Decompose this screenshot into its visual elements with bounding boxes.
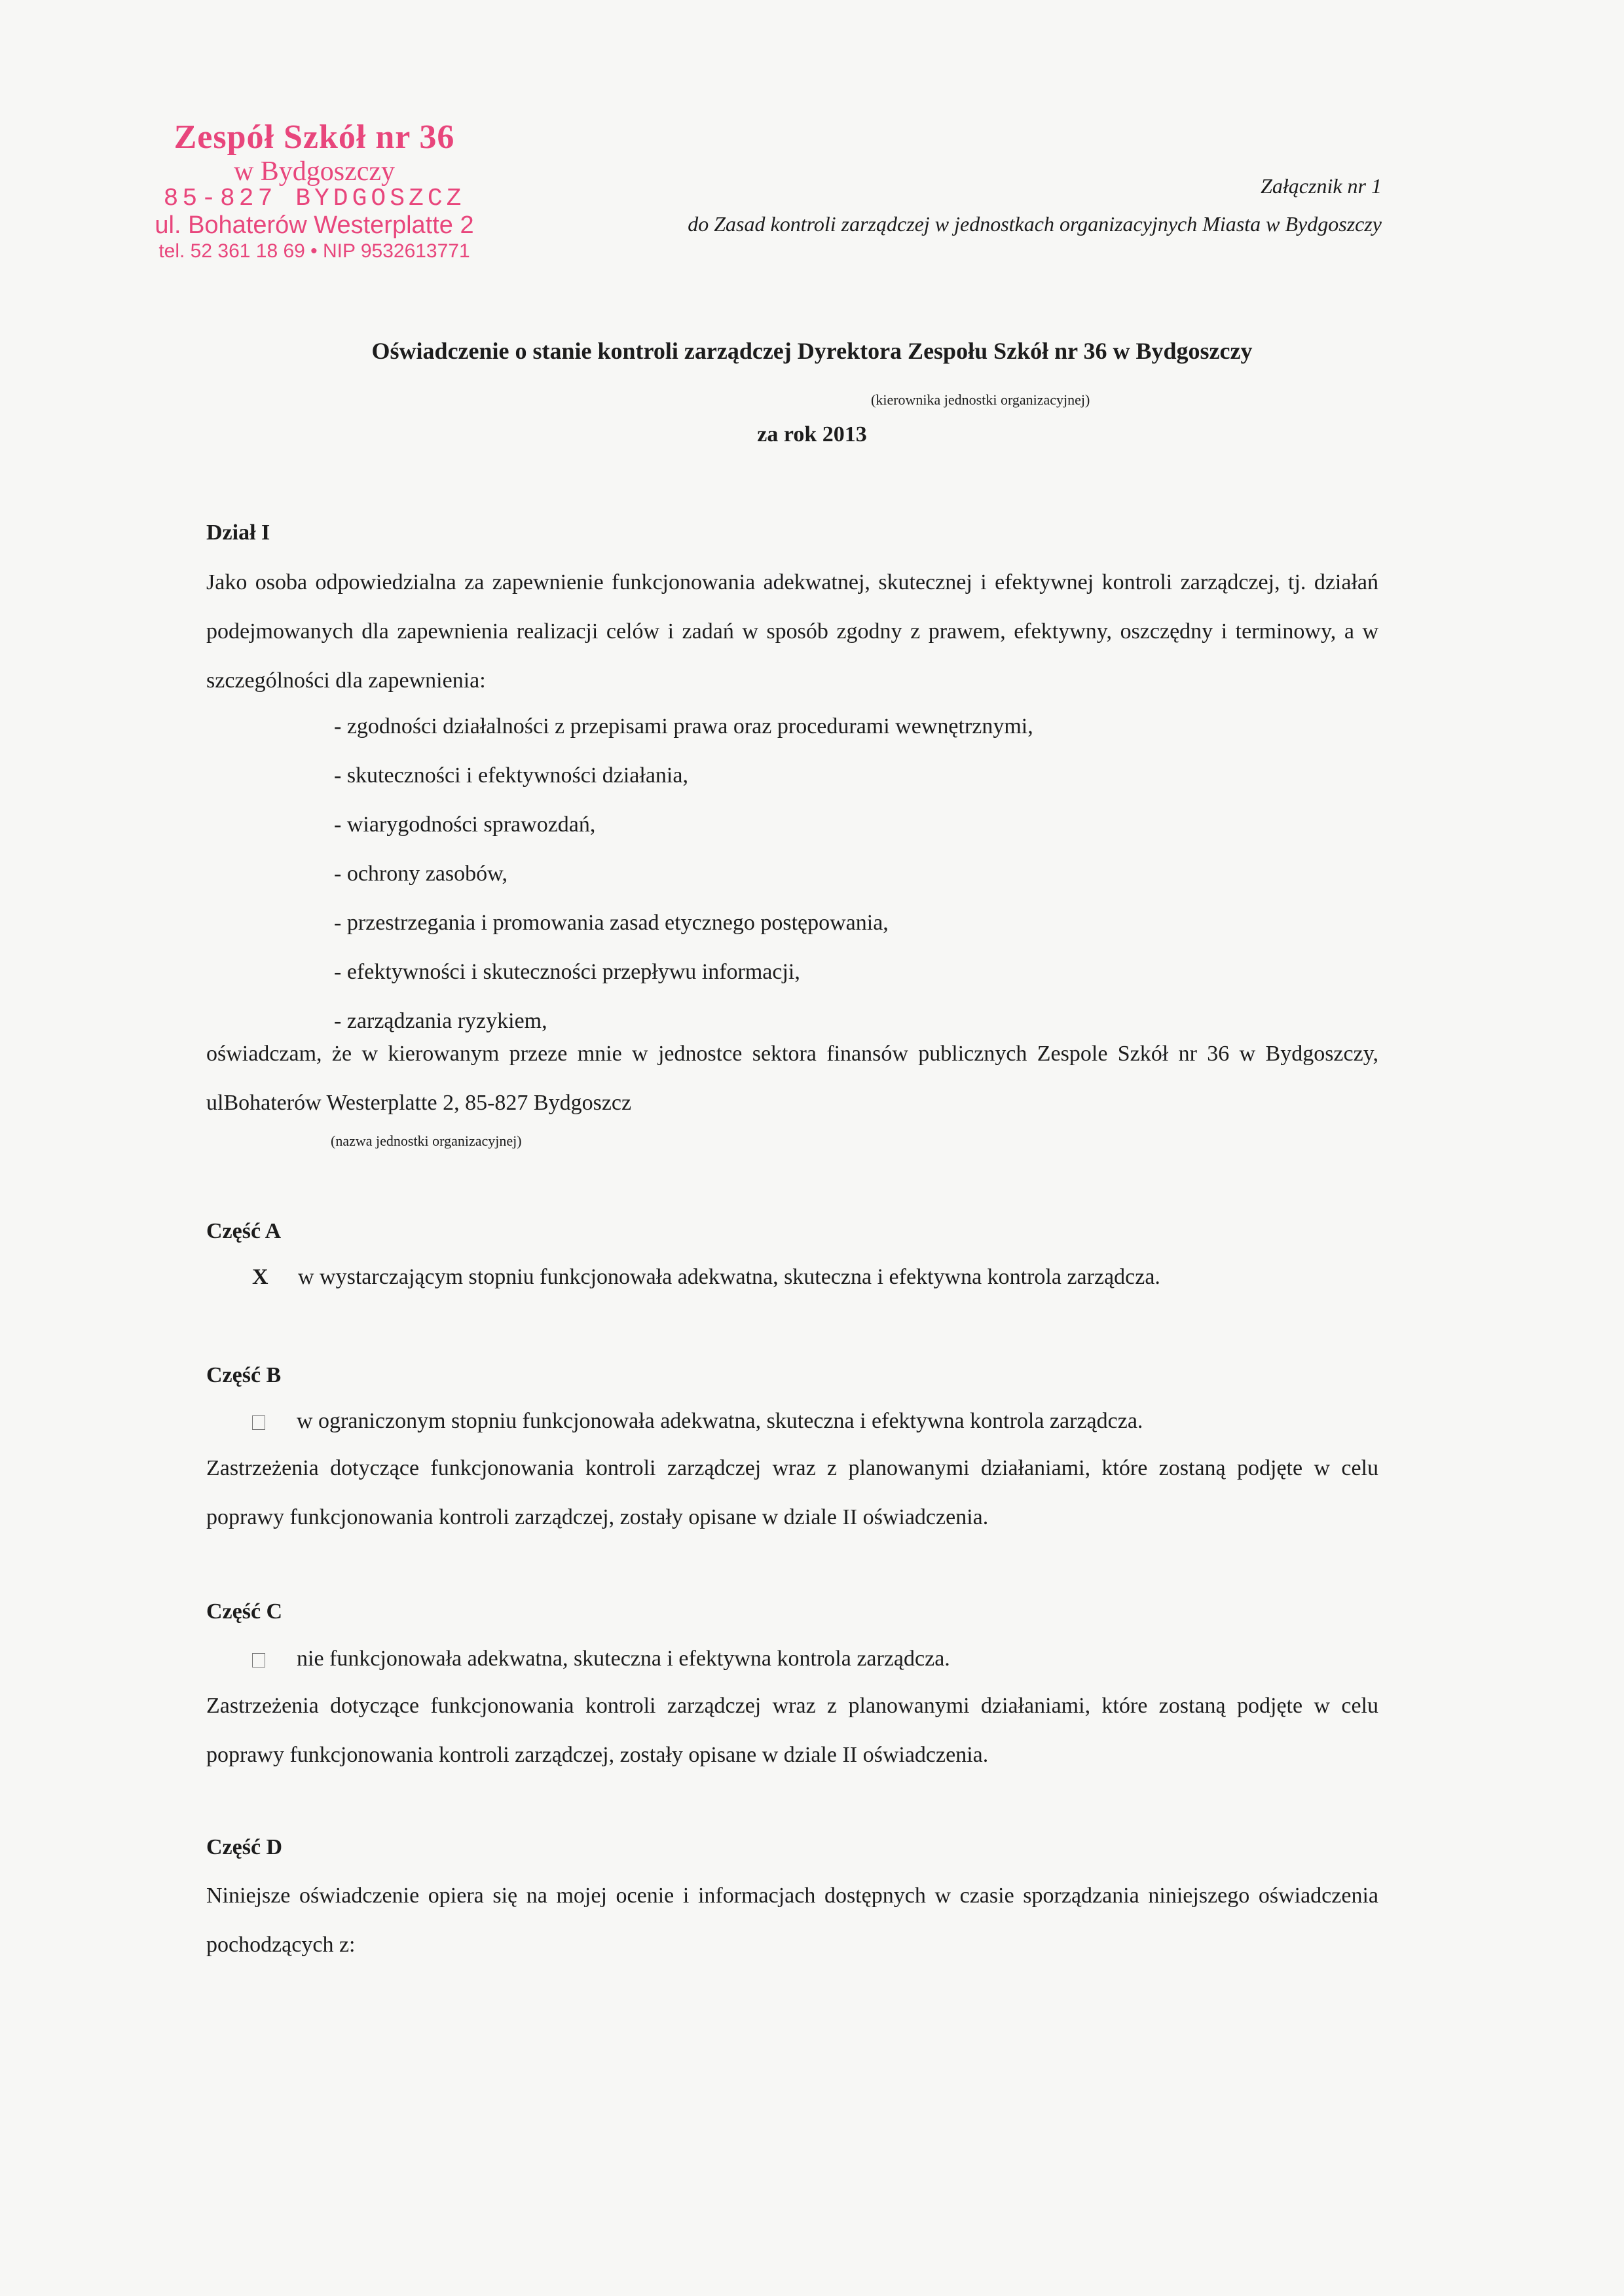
list-item: - przestrzegania i promowania zasad etycznego postępowania, bbox=[334, 911, 889, 935]
part-b-heading: Część B bbox=[206, 1363, 282, 1387]
stamp-street: ul. Bohaterów Westerplatte 2 bbox=[155, 211, 474, 239]
part-c-option bbox=[252, 1647, 950, 1671]
stamp-school-name: Zespół Szkół nr 36 bbox=[174, 118, 455, 156]
school-stamp bbox=[118, 118, 511, 264]
document-title: Oświadczenie o stanie kontroli zarządczej Dyrektora Zespołu Szkół nr 36 w Bydgoszczy bbox=[371, 338, 1253, 364]
part-a-heading: Część A bbox=[206, 1219, 282, 1243]
part-b-checkbox bbox=[252, 1415, 265, 1430]
title-note: (kierownika jednostki organizacyjnej) bbox=[871, 392, 1090, 408]
requirements-list bbox=[334, 702, 1033, 1046]
part-a-checkmark: X bbox=[252, 1265, 268, 1289]
list-item: - zarządzania ryzykiem, bbox=[334, 1009, 547, 1033]
annex-number: Załącznik nr 1 bbox=[1261, 174, 1382, 198]
list-item: - zgodności działalności z przepisami prawa oraz procedurami wewnętrznymi, bbox=[334, 714, 1033, 738]
part-a-text: w wystarczającym stopniu funkcjonowała adekwatna, skuteczna i efektywna kontrola zarządcza. bbox=[298, 1265, 1160, 1289]
annex-header bbox=[688, 167, 1382, 243]
part-d-text: Niniejsze oświadczenie opiera się na mojej ocenie i informacjach dostępnych w czasie sporządzania niniejszego oświadczenia pochodzących z: bbox=[206, 1884, 1378, 1957]
part-b-text: w ograniczonym stopniu funkcjonowała adekwatna, skuteczna i efektywna kontrola zarządcza. bbox=[297, 1409, 1143, 1433]
annex-description: do Zasad kontroli zarządczej w jednostkach organizacyjnych Miasta w Bydgoszczy bbox=[688, 212, 1382, 236]
part-b-note: Zastrzeżenia dotyczące funkcjonowania kontroli zarządczej wraz z planowanymi działaniami, które zostaną podjęte w celu poprawy funkcjonowania kontroli zarządczej, zostały opisane w dziale II oświadczenia. bbox=[206, 1456, 1378, 1529]
list-item: - efektywności i skuteczności przepływu informacji, bbox=[334, 960, 800, 984]
part-c-checkbox bbox=[252, 1653, 265, 1667]
part-c-note: Zastrzeżenia dotyczące funkcjonowania kontroli zarządczej wraz z planowanymi działaniami, które zostaną podjęte w celu poprawy funkcjonowania kontroli zarządczej, zostały opisane w dziale II oświadczenia. bbox=[206, 1694, 1378, 1767]
document-year: za rok 2013 bbox=[757, 422, 867, 446]
section1-intro: Jako osoba odpowiedzialna za zapewnienie funkcjonowania adekwatnej, skutecznej i efektywnej kontroli zarządczej, tj. działań podejmowanych dla zapewnienia realizacji celów i zadań w sposób zgodny z prawem, efektywny, oszczędny i terminowy, a w szczególności dla zapewnienia: bbox=[206, 570, 1378, 693]
stamp-postal: 85-827 BYDGOSZCZ bbox=[163, 185, 466, 213]
part-a-option bbox=[252, 1265, 1160, 1290]
stamp-phone-nip: tel. 52 361 18 69 • NIP 9532613771 bbox=[158, 240, 470, 262]
list-item: - ochrony zasobów, bbox=[334, 862, 507, 886]
list-item: - wiarygodności sprawozdań, bbox=[334, 812, 596, 837]
section-heading-dzial-1: Dział I bbox=[206, 520, 270, 545]
declaration-text: oświadczam, że w kierowanym przeze mnie w jednostce sektora finansów publicznych Zespole Szkół nr 36 w Bydgoszczy, ulBohaterów Westerplatte 2, 85-827 Bydgoszcz bbox=[206, 1042, 1378, 1115]
list-item: - skuteczności i efektywności działania, bbox=[334, 763, 688, 788]
part-c-text: nie funkcjonowała adekwatna, skuteczna i efektywna kontrola zarządcza. bbox=[297, 1647, 950, 1671]
part-c-heading: Część C bbox=[206, 1599, 283, 1624]
unit-name-note: (nazwa jednostki organizacyjnej) bbox=[331, 1133, 522, 1149]
stamp-city: w Bydgoszczy bbox=[233, 156, 396, 187]
part-b-option bbox=[252, 1409, 1143, 1434]
part-d-heading: Część D bbox=[206, 1835, 283, 1859]
